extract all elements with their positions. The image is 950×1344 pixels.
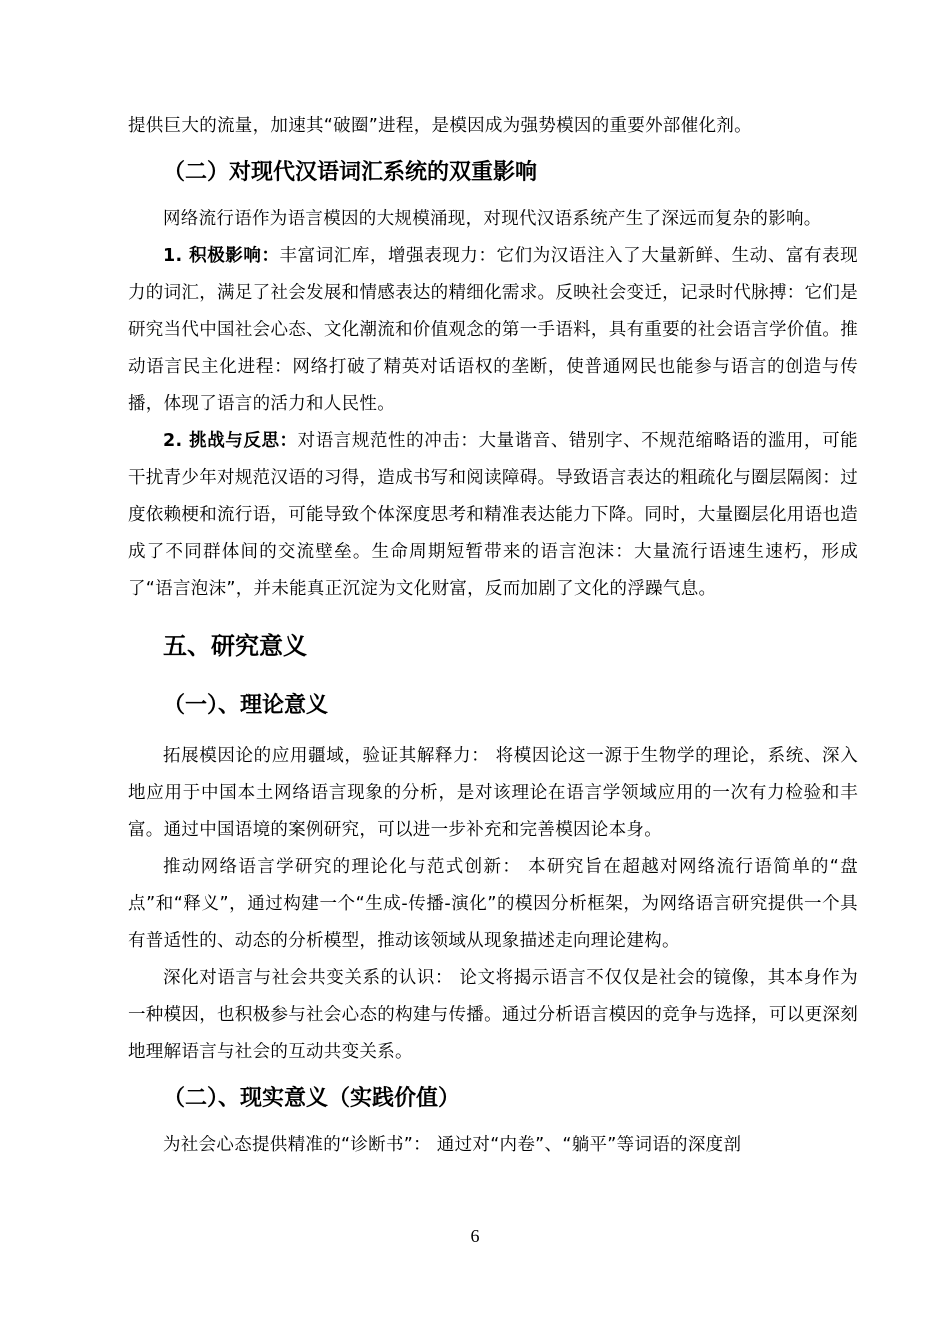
subheading-theory: （一）、理论意义 bbox=[163, 693, 329, 718]
paragraph-theory-3: 深化对语言与社会共变关系的认识： 论文将揭示语言不仅仅是社会的镜像，其本身作为一种模因，也积极参与社会心态的构建与传播。通过分析语言模因的竞争与选择，可以更深刻地理解语言与社会的互动共变关系。 bbox=[128, 968, 858, 1062]
paragraph-theory-2: 推动网络语言学研究的理论化与范式创新： 本研究旨在超越对网络流行语简单的“盘点”和“释义”，通过构建一个“生成-传播-演化”的模因分析框架，为网络语言研究提供一个具有普适性的、动态的分析模型，推动该领域从现象描述走向理论建构。 bbox=[128, 857, 858, 951]
list-text-positive: 丰富词汇库，增强表现力：它们为汉语注入了大量新鲜、生动、富有表现力的词汇，满足了社会发展和情感表达的精细化需求。反映社会变迁，记录时代脉搏：它们是研究当代中国社会心态、文化潮流和价值观念的第一手语料，具有重要的社会语言学价值。推动语言民主化进程：网络打破了精英对话语权的垄断，使普通网民也能参与语言的创造与传播，体现了语言的活力和人民性。 bbox=[128, 246, 858, 414]
list-item-challenges bbox=[128, 423, 858, 608]
subheading-dual-influence: （二）对现代汉语词汇系统的双重影响 bbox=[163, 160, 538, 185]
page-number: 6 bbox=[470, 1226, 480, 1246]
paragraph-continuation: 提供巨大的流量，加速其“破圈”进程，是模因成为强势模因的重要外部催化剂。 bbox=[128, 116, 752, 136]
paragraph-intro-influence: 网络流行语作为语言模因的大规模涌现，对现代汉语系统产生了深远而复杂的影响。 bbox=[163, 209, 822, 229]
list-label-challenges: 2. 挑战与反思： bbox=[163, 431, 298, 451]
paragraph-theory-1: 拓展模因论的应用疆域，验证其解释力： 将模因论这一源于生物学的理论，系统、深入地应用于中国本土网络语言现象的分析，是对该理论在语言学领域应用的一次有力检验和丰富。通过中国语境的案例研究，可以进一步补充和完善模因论本身。 bbox=[128, 746, 858, 840]
list-label-positive: 1. 积极影响： bbox=[163, 246, 280, 266]
list-item-positive bbox=[128, 238, 858, 423]
section-heading-significance: 五、研究意义 bbox=[163, 632, 307, 660]
page-content bbox=[128, 108, 858, 1164]
list-text-challenges: 对语言规范性的冲击：大量谐音、错别字、不规范缩略语的滥用，可能干扰青少年对规范汉语的习得，造成书写和阅读障碍。导致语言表达的粗疏化与圈层隔阂：过度依赖梗和流行语，可能导致个体深度思考和精准表达能力下降。同时，大量圈层化用语也造成了不同群体间的交流壁垒。生命周期短暂带来的语言泡沫：大量流行语速生速朽，形成了“语言泡沫”，并未能真正沉淀为文化财富，反而加剧了文化的浮躁气息。 bbox=[128, 431, 858, 599]
subheading-practice: （二）、现实意义（实践价值） bbox=[163, 1086, 461, 1111]
paragraph-practice-1: 为社会心态提供精准的“诊断书”： 通过对“内卷”、“躺平”等词语的深度剖 bbox=[163, 1135, 742, 1155]
